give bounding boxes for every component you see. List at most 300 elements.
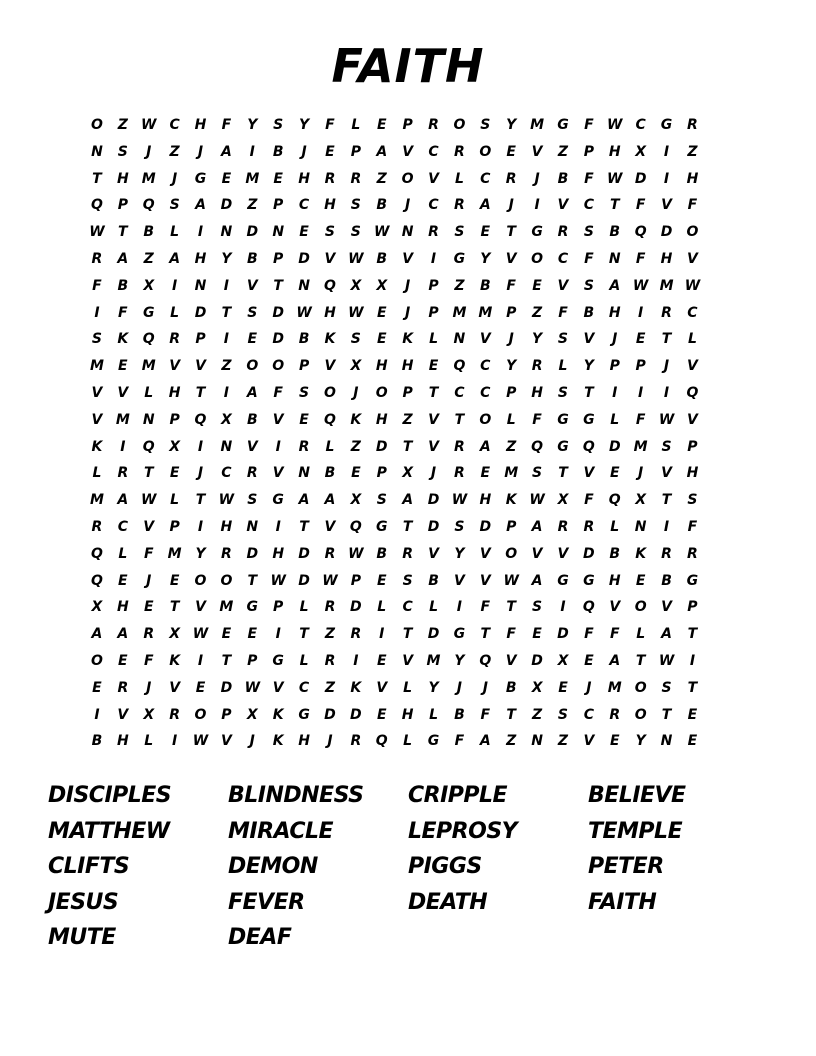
grid-cell[interactable]: H <box>375 411 388 428</box>
grid-cell[interactable]: E <box>247 331 258 348</box>
grid-cell[interactable]: E <box>558 679 568 696</box>
grid-cell[interactable]: R <box>324 652 336 669</box>
grid-cell[interactable]: S <box>402 572 413 589</box>
grid-cell[interactable]: E <box>428 358 439 375</box>
grid-cell[interactable]: T <box>221 304 232 321</box>
grid-cell[interactable]: O <box>194 706 207 723</box>
grid-cell[interactable]: X <box>169 626 181 643</box>
grid-cell[interactable]: S <box>661 438 672 455</box>
grid-cell[interactable]: R <box>91 250 103 267</box>
grid-cell[interactable]: P <box>298 358 310 375</box>
grid-cell[interactable]: L <box>558 358 568 375</box>
grid-cell[interactable]: E <box>609 465 620 482</box>
grid-cell[interactable]: A <box>298 492 310 509</box>
grid-cell[interactable]: C <box>480 384 491 401</box>
grid-cell[interactable]: E <box>480 465 491 482</box>
grid-cell[interactable]: L <box>170 224 180 241</box>
grid-cell[interactable]: I <box>223 277 229 294</box>
grid-cell[interactable]: D <box>634 170 647 187</box>
grid-cell[interactable]: K <box>91 438 103 455</box>
grid-cell[interactable]: I <box>172 733 178 750</box>
grid-cell[interactable]: O <box>634 679 647 696</box>
grid-cell[interactable]: I <box>120 438 126 455</box>
grid-cell[interactable]: R <box>454 438 465 455</box>
grid-cell[interactable]: X <box>635 492 647 509</box>
grid-cell[interactable]: T <box>635 652 646 669</box>
grid-cell[interactable]: T <box>118 224 128 241</box>
grid-cell[interactable]: N <box>660 733 673 750</box>
grid-cell[interactable]: A <box>479 733 491 750</box>
grid-cell[interactable]: V <box>117 706 129 723</box>
grid-cell[interactable]: J <box>508 197 514 214</box>
grid-cell[interactable]: B <box>246 411 258 428</box>
grid-cell[interactable]: T <box>506 599 516 616</box>
grid-cell[interactable]: Z <box>221 358 232 375</box>
grid-cell[interactable]: W <box>322 572 338 589</box>
grid-cell[interactable]: V <box>402 652 414 669</box>
grid-cell[interactable]: Q <box>634 224 647 241</box>
grid-cell[interactable]: R <box>557 224 569 241</box>
grid-cell[interactable]: L <box>403 679 413 696</box>
grid-cell[interactable]: W <box>348 545 364 562</box>
grid-cell[interactable]: J <box>172 170 178 187</box>
grid-cell[interactable]: E <box>92 679 102 696</box>
grid-cell[interactable]: T <box>480 626 491 643</box>
grid-cell[interactable]: R <box>557 518 569 535</box>
grid-cell[interactable]: V <box>220 733 232 750</box>
grid-cell[interactable]: K <box>402 331 414 348</box>
grid-cell[interactable]: D <box>298 572 310 589</box>
grid-cell[interactable]: C <box>117 518 128 535</box>
grid-cell[interactable]: X <box>246 706 258 723</box>
grid-cell[interactable]: E <box>169 572 180 589</box>
grid-cell[interactable]: A <box>246 384 258 401</box>
grid-cell[interactable]: Q <box>90 197 103 214</box>
grid-cell[interactable]: G <box>194 170 207 187</box>
grid-cell[interactable]: Q <box>531 438 544 455</box>
grid-cell[interactable]: S <box>454 224 465 241</box>
grid-cell[interactable]: S <box>480 117 491 133</box>
grid-cell[interactable]: E <box>635 572 646 589</box>
grid-cell[interactable]: W <box>684 277 701 294</box>
grid-cell[interactable]: P <box>583 143 594 160</box>
grid-cell[interactable]: V <box>479 331 491 348</box>
grid-cell[interactable]: T <box>661 492 672 509</box>
grid-cell[interactable]: J <box>405 197 411 214</box>
grid-cell[interactable]: B <box>117 277 129 294</box>
grid-cell[interactable]: D <box>531 652 543 669</box>
grid-cell[interactable]: Q <box>608 492 621 509</box>
grid-cell[interactable]: D <box>479 518 492 535</box>
grid-cell[interactable]: R <box>221 545 232 562</box>
grid-cell[interactable]: H <box>272 545 285 562</box>
grid-cell[interactable]: I <box>223 331 229 348</box>
grid-cell[interactable]: V <box>195 358 206 375</box>
grid-cell[interactable]: L <box>118 545 128 562</box>
grid-cell[interactable]: R <box>454 197 465 214</box>
grid-cell[interactable]: K <box>505 492 517 509</box>
grid-cell[interactable]: G <box>453 626 466 643</box>
grid-cell[interactable]: F <box>687 197 698 214</box>
grid-cell[interactable]: J <box>508 331 514 348</box>
grid-cell[interactable]: E <box>376 572 387 589</box>
grid-cell[interactable]: Z <box>376 170 387 187</box>
grid-cell[interactable]: J <box>534 170 540 187</box>
grid-cell[interactable]: I <box>94 706 100 723</box>
letter-grid[interactable] <box>84 112 705 755</box>
grid-cell[interactable]: I <box>94 304 100 321</box>
grid-cell[interactable]: V <box>557 545 569 562</box>
grid-cell[interactable]: J <box>430 465 437 482</box>
grid-cell[interactable]: R <box>117 465 129 482</box>
grid-cell[interactable]: M <box>141 170 156 187</box>
grid-cell[interactable]: E <box>195 679 206 696</box>
grid-cell[interactable]: W <box>348 250 364 267</box>
grid-cell[interactable]: N <box>298 465 310 482</box>
grid-cell[interactable]: M <box>245 170 260 187</box>
grid-cell[interactable]: A <box>531 572 543 589</box>
grid-cell[interactable]: I <box>275 518 281 535</box>
grid-cell[interactable]: E <box>299 224 309 241</box>
grid-cell[interactable]: Z <box>324 626 336 643</box>
grid-cell[interactable]: F <box>480 599 491 616</box>
grid-cell[interactable]: M <box>659 277 674 294</box>
grid-cell[interactable]: O <box>90 652 103 669</box>
grid-cell[interactable]: S <box>557 706 569 723</box>
grid-cell[interactable]: D <box>246 224 259 241</box>
grid-cell[interactable]: S <box>376 492 387 509</box>
grid-cell[interactable]: H <box>298 170 310 187</box>
grid-cell[interactable]: O <box>531 250 544 267</box>
grid-cell[interactable]: P <box>428 277 439 294</box>
grid-cell[interactable]: Z <box>532 706 543 723</box>
grid-cell[interactable]: L <box>325 438 335 455</box>
grid-cell[interactable]: P <box>635 358 646 375</box>
grid-cell[interactable]: D <box>272 304 284 321</box>
grid-cell[interactable]: A <box>479 197 491 214</box>
grid-cell[interactable]: O <box>401 170 414 187</box>
grid-cell[interactable]: C <box>428 197 439 214</box>
grid-cell[interactable]: Q <box>582 599 595 616</box>
grid-cell[interactable]: E <box>532 626 542 643</box>
grid-cell[interactable]: T <box>273 277 283 294</box>
grid-cell[interactable]: X <box>635 143 647 160</box>
grid-cell[interactable]: A <box>661 626 672 643</box>
grid-cell[interactable]: V <box>272 679 284 696</box>
grid-cell[interactable]: S <box>532 465 543 482</box>
grid-cell[interactable]: T <box>221 652 232 669</box>
grid-cell[interactable]: D <box>272 331 284 348</box>
grid-cell[interactable]: T <box>661 706 672 723</box>
grid-cell[interactable]: I <box>197 652 204 669</box>
grid-cell[interactable]: E <box>532 277 542 294</box>
grid-cell[interactable]: X <box>221 411 232 428</box>
grid-cell[interactable]: S <box>299 384 310 401</box>
grid-cell[interactable]: R <box>402 545 414 562</box>
grid-cell[interactable]: G <box>272 492 284 509</box>
grid-cell[interactable]: R <box>454 465 465 482</box>
grid-cell[interactable]: B <box>376 545 388 562</box>
grid-cell[interactable]: X <box>143 277 155 294</box>
grid-cell[interactable]: L <box>144 733 154 750</box>
grid-cell[interactable]: Q <box>686 384 699 401</box>
grid-cell[interactable]: K <box>117 331 129 348</box>
grid-cell[interactable]: Y <box>195 545 206 562</box>
grid-cell[interactable]: V <box>324 518 336 535</box>
grid-cell[interactable]: E <box>480 224 491 241</box>
grid-cell[interactable]: A <box>117 626 129 643</box>
grid-cell[interactable]: V <box>479 545 491 562</box>
grid-cell[interactable]: H <box>401 358 414 375</box>
grid-cell[interactable]: C <box>298 679 310 696</box>
grid-cell[interactable]: F <box>506 626 516 643</box>
grid-cell[interactable]: Y <box>506 117 517 133</box>
grid-cell[interactable]: T <box>169 599 180 616</box>
grid-cell[interactable]: V <box>557 197 569 214</box>
grid-cell[interactable]: X <box>350 492 362 509</box>
grid-cell[interactable]: S <box>324 224 335 241</box>
grid-cell[interactable]: I <box>456 599 463 616</box>
grid-cell[interactable]: W <box>503 572 519 589</box>
grid-cell[interactable]: D <box>427 518 440 535</box>
grid-cell[interactable]: P <box>506 518 517 535</box>
grid-cell[interactable]: V <box>376 679 388 696</box>
grid-cell[interactable]: T <box>299 626 309 643</box>
grid-cell[interactable]: O <box>634 706 647 723</box>
grid-cell[interactable]: L <box>610 518 620 535</box>
grid-cell[interactable]: P <box>169 411 180 428</box>
grid-cell[interactable]: X <box>557 652 569 669</box>
grid-cell[interactable]: O <box>453 117 466 133</box>
grid-cell[interactable]: Z <box>506 438 517 455</box>
grid-cell[interactable]: E <box>584 652 594 669</box>
grid-cell[interactable]: N <box>401 224 414 241</box>
grid-cell[interactable]: M <box>89 492 104 509</box>
grid-cell[interactable]: I <box>663 384 670 401</box>
grid-cell[interactable]: X <box>376 277 388 294</box>
grid-cell[interactable]: W <box>374 224 390 241</box>
grid-cell[interactable]: C <box>557 250 569 267</box>
grid-cell[interactable]: P <box>402 117 413 133</box>
grid-cell[interactable]: B <box>505 679 517 696</box>
grid-cell[interactable]: L <box>92 465 102 482</box>
grid-cell[interactable]: H <box>116 170 129 187</box>
grid-cell[interactable]: J <box>197 465 204 482</box>
grid-cell[interactable]: H <box>608 143 621 160</box>
grid-cell[interactable]: F <box>584 250 594 267</box>
grid-cell[interactable]: D <box>298 250 310 267</box>
grid-cell[interactable]: K <box>635 545 647 562</box>
grid-cell[interactable]: Q <box>479 652 492 669</box>
grid-cell[interactable]: W <box>607 170 623 187</box>
grid-cell[interactable]: F <box>143 545 154 562</box>
grid-cell[interactable]: I <box>197 518 204 535</box>
grid-cell[interactable]: H <box>324 197 336 214</box>
grid-cell[interactable]: Y <box>299 117 310 133</box>
grid-cell[interactable]: K <box>350 411 362 428</box>
grid-cell[interactable]: P <box>687 599 698 616</box>
grid-cell[interactable]: P <box>350 143 361 160</box>
grid-cell[interactable]: A <box>609 277 621 294</box>
grid-cell[interactable]: S <box>169 197 180 214</box>
grid-cell[interactable]: B <box>661 572 672 589</box>
grid-cell[interactable]: V <box>661 465 672 482</box>
grid-cell[interactable]: N <box>91 143 103 160</box>
grid-cell[interactable]: D <box>324 706 336 723</box>
grid-cell[interactable]: J <box>146 679 152 696</box>
grid-cell[interactable]: H <box>608 572 621 589</box>
grid-cell[interactable]: G <box>298 706 310 723</box>
grid-cell[interactable]: T <box>143 465 154 482</box>
grid-cell[interactable]: F <box>454 733 465 750</box>
grid-cell[interactable]: F <box>584 170 594 187</box>
grid-cell[interactable]: V <box>583 733 595 750</box>
grid-cell[interactable]: F <box>532 411 542 428</box>
grid-cell[interactable]: V <box>324 250 336 267</box>
grid-cell[interactable]: L <box>144 384 154 401</box>
grid-cell[interactable]: W <box>89 224 105 241</box>
grid-cell[interactable]: E <box>143 599 154 616</box>
grid-cell[interactable]: H <box>608 304 621 321</box>
grid-cell[interactable]: B <box>376 250 388 267</box>
grid-cell[interactable]: V <box>428 411 439 428</box>
grid-cell[interactable]: J <box>197 143 204 160</box>
grid-cell[interactable]: L <box>299 599 309 616</box>
grid-cell[interactable]: R <box>246 465 258 482</box>
grid-cell[interactable]: E <box>609 733 620 750</box>
grid-cell[interactable]: B <box>143 224 155 241</box>
grid-cell[interactable]: R <box>583 518 595 535</box>
grid-cell[interactable]: E <box>687 733 698 750</box>
grid-cell[interactable]: P <box>376 465 387 482</box>
grid-cell[interactable]: Q <box>453 358 466 375</box>
grid-cell[interactable]: V <box>428 438 439 455</box>
grid-cell[interactable]: A <box>479 438 491 455</box>
grid-cell[interactable]: M <box>426 652 441 669</box>
grid-cell[interactable]: P <box>609 358 620 375</box>
grid-cell[interactable]: D <box>246 545 259 562</box>
grid-cell[interactable]: Z <box>143 250 154 267</box>
grid-cell[interactable]: Z <box>402 411 413 428</box>
grid-cell[interactable]: E <box>221 626 232 643</box>
grid-cell[interactable]: O <box>324 384 336 401</box>
grid-cell[interactable]: S <box>350 197 361 214</box>
grid-cell[interactable]: X <box>350 277 362 294</box>
grid-cell[interactable]: D <box>557 626 569 643</box>
grid-cell[interactable]: I <box>353 652 359 669</box>
grid-cell[interactable]: Q <box>375 733 388 750</box>
grid-cell[interactable]: A <box>609 652 621 669</box>
grid-cell[interactable]: Q <box>582 438 595 455</box>
grid-cell[interactable]: K <box>324 331 336 348</box>
grid-cell[interactable]: Y <box>635 733 646 750</box>
grid-cell[interactable]: C <box>480 358 491 375</box>
grid-cell[interactable]: T <box>402 626 413 643</box>
grid-cell[interactable]: A <box>117 250 129 267</box>
grid-cell[interactable]: E <box>376 117 387 133</box>
grid-cell[interactable]: T <box>584 384 594 401</box>
grid-cell[interactable]: A <box>117 492 129 509</box>
grid-cell[interactable]: H <box>220 518 233 535</box>
grid-cell[interactable]: E <box>221 170 232 187</box>
grid-cell[interactable]: P <box>273 250 284 267</box>
grid-cell[interactable]: Z <box>117 117 128 133</box>
grid-cell[interactable]: L <box>429 331 438 348</box>
grid-cell[interactable]: S <box>583 277 594 294</box>
grid-cell[interactable]: D <box>583 545 595 562</box>
grid-cell[interactable]: M <box>115 411 130 428</box>
grid-cell[interactable]: E <box>635 331 646 348</box>
grid-cell[interactable]: G <box>583 572 595 589</box>
grid-cell[interactable]: V <box>402 143 414 160</box>
grid-cell[interactable]: I <box>379 626 385 643</box>
grid-cell[interactable]: Y <box>428 679 439 696</box>
grid-cell[interactable]: V <box>583 331 595 348</box>
grid-cell[interactable]: D <box>375 438 388 455</box>
grid-cell[interactable]: C <box>583 706 594 723</box>
grid-cell[interactable]: Q <box>349 518 362 535</box>
grid-cell[interactable]: A <box>91 626 103 643</box>
grid-cell[interactable]: M <box>141 358 156 375</box>
grid-cell[interactable]: S <box>350 224 361 241</box>
grid-cell[interactable]: J <box>249 733 255 750</box>
grid-cell[interactable]: K <box>272 733 284 750</box>
grid-cell[interactable]: I <box>275 626 281 643</box>
grid-cell[interactable]: H <box>324 304 336 321</box>
grid-cell[interactable]: E <box>506 143 516 160</box>
grid-cell[interactable]: D <box>220 197 233 214</box>
grid-cell[interactable]: T <box>506 224 516 241</box>
grid-cell[interactable]: R <box>428 117 439 133</box>
grid-cell[interactable]: D <box>427 626 440 643</box>
grid-cell[interactable]: L <box>170 492 180 509</box>
grid-cell[interactable]: G <box>660 117 673 133</box>
grid-cell[interactable]: Z <box>557 733 569 750</box>
grid-cell[interactable]: R <box>350 626 362 643</box>
grid-cell[interactable]: W <box>348 304 364 321</box>
grid-cell[interactable]: V <box>687 358 698 375</box>
grid-cell[interactable]: W <box>529 492 545 509</box>
grid-cell[interactable]: P <box>402 384 413 401</box>
grid-cell[interactable]: L <box>299 652 309 669</box>
grid-cell[interactable]: H <box>298 733 310 750</box>
grid-cell[interactable]: I <box>275 438 281 455</box>
grid-cell[interactable]: V <box>246 438 258 455</box>
grid-cell[interactable]: J <box>482 679 488 696</box>
grid-cell[interactable]: I <box>663 170 670 187</box>
grid-cell[interactable]: I <box>689 652 696 669</box>
grid-cell[interactable]: F <box>325 117 335 133</box>
grid-cell[interactable]: O <box>634 599 647 616</box>
grid-cell[interactable]: W <box>141 492 157 509</box>
grid-cell[interactable]: L <box>506 411 516 428</box>
grid-cell[interactable]: E <box>376 331 387 348</box>
grid-cell[interactable]: G <box>272 652 284 669</box>
grid-cell[interactable]: E <box>169 465 180 482</box>
grid-cell[interactable]: J <box>353 384 359 401</box>
grid-cell[interactable]: G <box>453 250 466 267</box>
grid-cell[interactable]: P <box>221 706 232 723</box>
grid-cell[interactable]: I <box>430 250 437 267</box>
grid-cell[interactable]: B <box>246 250 258 267</box>
grid-cell[interactable]: B <box>324 465 336 482</box>
grid-cell[interactable]: T <box>402 518 413 535</box>
grid-cell[interactable]: H <box>531 384 543 401</box>
grid-cell[interactable]: S <box>454 518 465 535</box>
grid-cell[interactable]: E <box>376 652 387 669</box>
grid-cell[interactable]: F <box>584 626 594 643</box>
grid-cell[interactable]: Q <box>324 277 336 294</box>
